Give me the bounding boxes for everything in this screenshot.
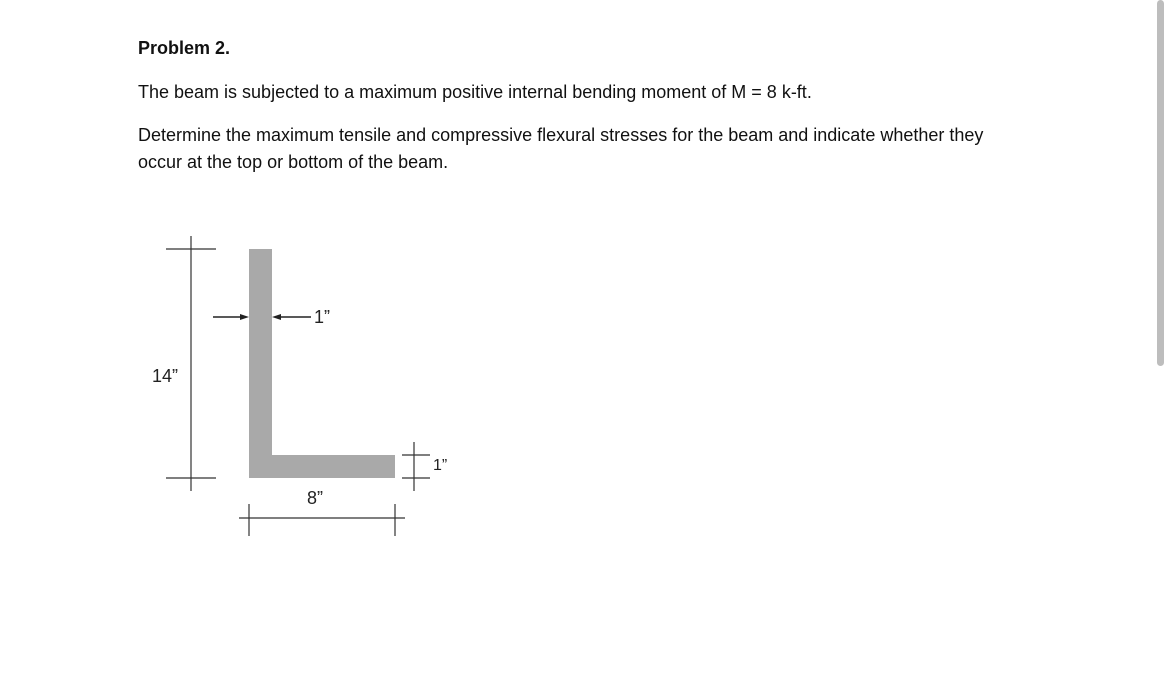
flange-thickness-dimension: [402, 442, 430, 491]
beam-flange: [249, 455, 395, 478]
problem-question: Determine the maximum tensile and compressive flexural stresses for the beam and indicate whether they occur at the top or bottom of the beam.: [138, 125, 984, 172]
problem-statement: The beam is subjected to a maximum positive internal bending moment of M = 8 k-ft.: [138, 82, 812, 102]
beam-web: [249, 249, 272, 478]
height-dimension: [166, 236, 216, 491]
problem-heading: Problem 2.: [138, 38, 231, 58]
flange-width-label: 8”: [307, 488, 324, 508]
vertical-scrollbar[interactable]: [1154, 0, 1170, 695]
flange-width-dimension: [239, 504, 405, 536]
scrollbar-thumb[interactable]: [1157, 0, 1164, 366]
height-label: 14”: [152, 366, 179, 386]
flange-thickness-label: 1”: [433, 457, 448, 474]
web-thickness-label: 1”: [314, 307, 331, 327]
